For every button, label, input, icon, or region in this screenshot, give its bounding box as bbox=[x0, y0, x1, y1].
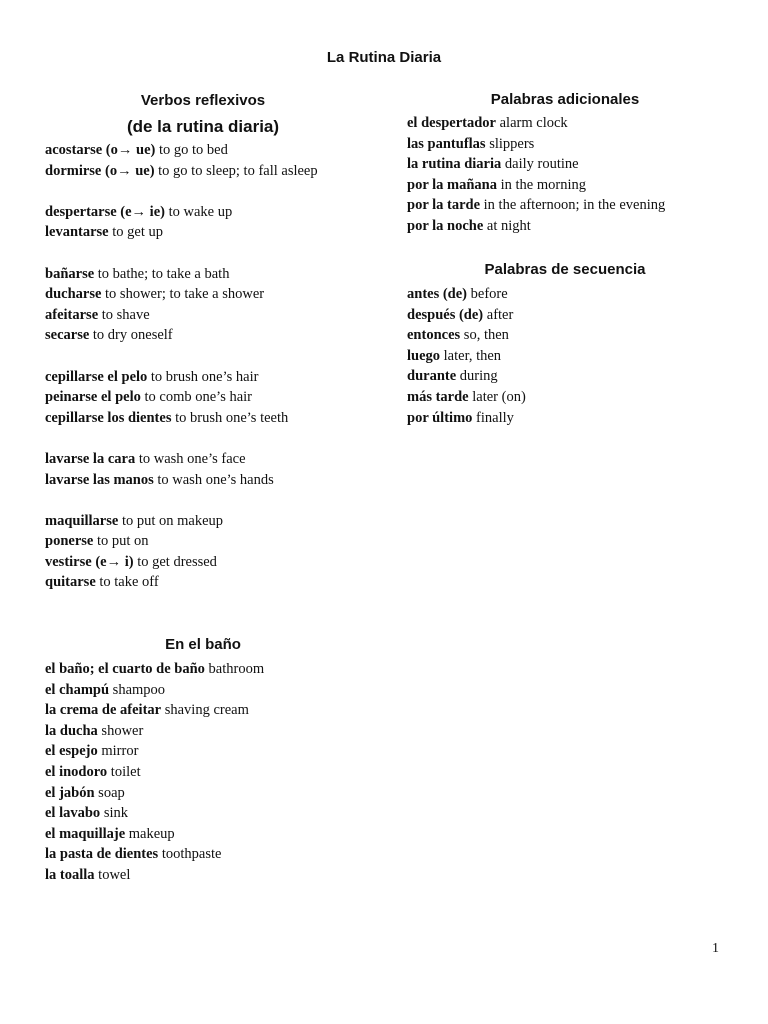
secuencia-heading: Palabras de secuencia bbox=[484, 261, 646, 278]
vocab-meaning: so, then bbox=[463, 327, 509, 344]
vocab-term: cepillarse el pelo bbox=[45, 368, 148, 385]
vocab-entry bbox=[407, 325, 526, 346]
verbos-heading-line1: Verbos reflexivos bbox=[140, 92, 266, 109]
vocab-term: ducharse bbox=[45, 286, 102, 303]
vocab-entry bbox=[407, 154, 665, 175]
group-spacer bbox=[45, 490, 318, 511]
vocab-meaning: after bbox=[486, 306, 514, 323]
vocab-meaning: in the afternoon; in the evening bbox=[483, 197, 666, 214]
vocab-entry bbox=[45, 844, 264, 865]
vocab-entry bbox=[45, 408, 318, 429]
vocab-term: levantarse bbox=[45, 224, 109, 241]
vocab-entry bbox=[45, 824, 264, 845]
vocab-entry bbox=[45, 305, 318, 326]
verbos-list bbox=[45, 140, 318, 593]
vocab-meaning: toilet bbox=[110, 763, 141, 780]
vocab-term: entonces bbox=[407, 327, 461, 344]
vocab-entry bbox=[45, 659, 264, 680]
adicionales-heading: Palabras adicionales bbox=[490, 91, 640, 108]
vocab-term: lavarse las manos bbox=[45, 471, 154, 488]
vocab-entry bbox=[45, 284, 318, 305]
vocab-meaning: to comb one’s hair bbox=[144, 389, 253, 406]
vocab-meaning: sink bbox=[103, 805, 128, 822]
vocab-meaning: at night bbox=[486, 217, 531, 234]
vocab-entry bbox=[45, 680, 264, 701]
vocab-meaning: before bbox=[470, 286, 508, 302]
vocab-meaning: to shave bbox=[101, 306, 150, 323]
vocab-term: el jabón bbox=[45, 784, 95, 801]
vocab-meaning: later, then bbox=[443, 347, 502, 364]
vocab-meaning: makeup bbox=[128, 825, 175, 842]
vocab-meaning: to wash one’s hands bbox=[157, 471, 274, 488]
vocab-term: afeitarse bbox=[45, 306, 99, 323]
vocab-entry bbox=[45, 202, 318, 223]
vocab-term: el despertador bbox=[407, 115, 496, 131]
vocab-entry bbox=[45, 222, 318, 243]
adicionales-list bbox=[407, 113, 665, 237]
vocab-meaning: alarm clock bbox=[499, 115, 568, 131]
vocab-entry bbox=[45, 721, 264, 742]
vocab-meaning: shampoo bbox=[112, 681, 166, 698]
vocab-term: acostarse (o→ ue) bbox=[45, 142, 156, 158]
vocab-term: más tarde bbox=[407, 388, 469, 405]
document-title: La Rutina Diaria bbox=[326, 49, 442, 66]
vocab-meaning: to shower; to take a shower bbox=[105, 286, 265, 303]
vocab-entry bbox=[407, 134, 665, 155]
vocab-term: por la tarde bbox=[407, 197, 481, 214]
vocab-term: cepillarse los dientes bbox=[45, 409, 172, 426]
vocab-term: quitarse bbox=[45, 574, 96, 591]
group-spacer bbox=[45, 428, 318, 449]
vocab-entry bbox=[407, 113, 665, 134]
vocab-term: despertarse (e→ ie) bbox=[45, 203, 165, 220]
vocab-entry bbox=[45, 325, 318, 346]
vocab-term: dormirse (o→ ue) bbox=[45, 162, 155, 179]
vocab-term: maquillarse bbox=[45, 512, 119, 529]
vocab-meaning: to bathe; to take a bath bbox=[97, 265, 230, 282]
vocab-meaning: to go to bed bbox=[158, 142, 228, 158]
vocab-term: la crema de afeitar bbox=[45, 702, 162, 719]
vocab-entry bbox=[45, 531, 318, 552]
vocab-meaning: to brush one’s teeth bbox=[175, 409, 289, 426]
vocab-term: por último bbox=[407, 409, 473, 426]
vocab-term: el baño; el cuarto de baño bbox=[45, 661, 205, 677]
vocab-meaning: bathroom bbox=[208, 661, 265, 677]
vocab-term: el inodoro bbox=[45, 763, 108, 780]
vocab-entry bbox=[407, 284, 526, 305]
secuencia-list bbox=[407, 284, 526, 428]
vocab-entry bbox=[45, 264, 318, 285]
vocab-entry bbox=[407, 346, 526, 367]
vocab-entry bbox=[45, 700, 264, 721]
vocab-term: vestirse (e→ i) bbox=[45, 553, 134, 570]
vocab-meaning: to get up bbox=[112, 224, 163, 241]
vocab-meaning: daily routine bbox=[504, 156, 579, 173]
vocab-term: peinarse el pelo bbox=[45, 389, 141, 406]
vocab-entry bbox=[45, 387, 318, 408]
vocab-meaning: to take off bbox=[99, 574, 159, 591]
vocab-entry bbox=[45, 367, 318, 388]
vocab-entry bbox=[45, 741, 264, 762]
vocab-term: el lavabo bbox=[45, 805, 101, 822]
vocab-term: por la noche bbox=[407, 217, 484, 234]
vocab-entry bbox=[407, 195, 665, 216]
vocab-term: la ducha bbox=[45, 722, 98, 739]
vocab-term: la pasta de dientes bbox=[45, 846, 159, 863]
vocab-term: el champú bbox=[45, 681, 110, 698]
vocab-meaning: to brush one’s hair bbox=[150, 368, 259, 385]
vocab-meaning: slippers bbox=[489, 135, 535, 152]
group-spacer bbox=[45, 181, 318, 202]
verbos-heading bbox=[105, 88, 301, 140]
vocab-meaning: finally bbox=[476, 409, 514, 426]
vocab-entry bbox=[45, 803, 264, 824]
vocab-meaning: in the morning bbox=[500, 176, 586, 193]
vocab-entry bbox=[45, 762, 264, 783]
vocab-meaning: towel bbox=[98, 866, 131, 883]
vocab-term: ponerse bbox=[45, 533, 94, 550]
vocab-meaning: toothpaste bbox=[161, 846, 222, 863]
bano-heading: En el baño bbox=[165, 636, 241, 653]
vocab-meaning: mirror bbox=[101, 743, 139, 760]
vocab-term: secarse bbox=[45, 327, 90, 344]
vocab-term: durante bbox=[407, 368, 457, 385]
vocab-entry bbox=[407, 216, 665, 237]
vocab-meaning: to dry oneself bbox=[92, 327, 173, 344]
vocab-term: la rutina diaria bbox=[407, 156, 502, 173]
vocab-term: antes (de) bbox=[407, 286, 468, 302]
vocab-meaning: during bbox=[459, 368, 498, 385]
vocab-entry bbox=[45, 140, 318, 161]
vocab-meaning: later (on) bbox=[472, 388, 526, 405]
vocab-entry bbox=[45, 552, 318, 573]
vocab-term: luego bbox=[407, 347, 441, 364]
vocab-meaning: to put on bbox=[96, 533, 149, 550]
vocab-entry bbox=[407, 305, 526, 326]
vocab-entry bbox=[45, 470, 318, 491]
vocab-term: lavarse la cara bbox=[45, 450, 136, 467]
vocab-meaning: soap bbox=[98, 784, 125, 801]
vocab-meaning: shower bbox=[101, 722, 144, 739]
vocab-term: bañarse bbox=[45, 265, 95, 282]
vocab-entry bbox=[407, 366, 526, 387]
vocab-entry bbox=[45, 783, 264, 804]
vocab-entry bbox=[407, 387, 526, 408]
group-spacer bbox=[45, 346, 318, 367]
vocab-term: por la mañana bbox=[407, 176, 497, 193]
vocab-term: la toalla bbox=[45, 866, 95, 883]
vocab-entry bbox=[45, 161, 318, 182]
vocab-entry bbox=[407, 175, 665, 196]
vocab-term: el maquillaje bbox=[45, 825, 126, 842]
vocab-meaning: to put on makeup bbox=[121, 512, 224, 529]
vocab-meaning: shaving cream bbox=[164, 702, 249, 719]
vocab-entry bbox=[45, 449, 318, 470]
vocab-term: el espejo bbox=[45, 743, 98, 760]
vocab-meaning: to wash one’s face bbox=[138, 450, 246, 467]
verbos-heading-line2: (de la rutina diaria) bbox=[126, 117, 280, 136]
group-spacer bbox=[45, 243, 318, 264]
vocab-entry bbox=[45, 572, 318, 593]
vocab-term: después (de) bbox=[407, 306, 484, 323]
bano-list bbox=[45, 659, 264, 886]
vocab-term: las pantuflas bbox=[407, 135, 486, 152]
vocab-meaning: to wake up bbox=[168, 203, 233, 220]
vocab-meaning: to get dressed bbox=[137, 553, 217, 570]
vocab-entry bbox=[45, 511, 318, 532]
page-number: 1 bbox=[712, 941, 719, 956]
vocab-entry bbox=[45, 865, 264, 886]
vocab-meaning: to go to sleep; to fall asleep bbox=[158, 162, 318, 179]
vocab-entry bbox=[407, 408, 526, 429]
